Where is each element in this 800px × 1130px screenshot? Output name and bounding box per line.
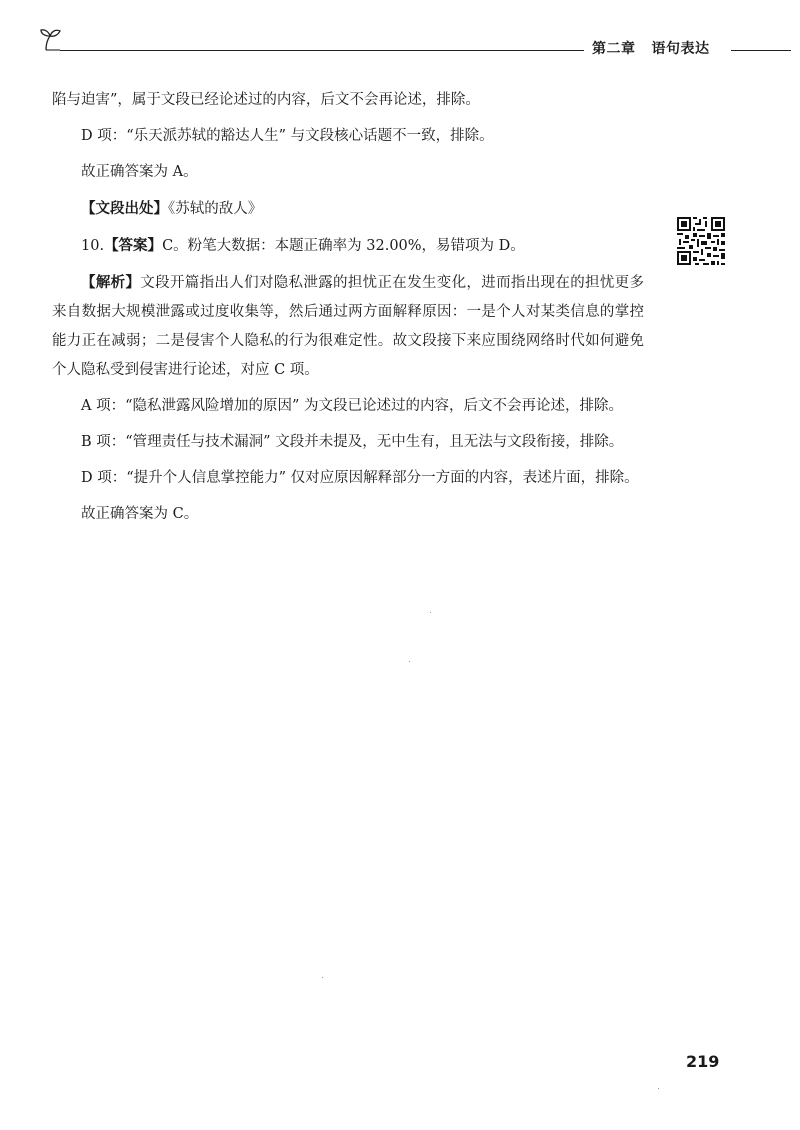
answer-text: C。粉笔大数据：本题正确率为 32.00%，易错项为 D。: [162, 238, 525, 254]
chapter-number: 第二章: [592, 41, 636, 57]
paragraph-1: 陷与迫害”，属于文段已经论述过的内容，后文不会再论述，排除。: [52, 92, 480, 108]
chapter-title: [592, 38, 710, 58]
question-number: 10.: [81, 238, 105, 254]
paragraph-answer: [52, 231, 644, 261]
paragraph-option-a: A 项：“隐私泄露风险增加的原因” 为文段已论述过的内容，后文不会再论述，排除。: [81, 398, 624, 414]
source-label: 【文段出处】: [81, 200, 168, 217]
scan-speck: [322, 977, 323, 978]
scan-speck: [658, 1088, 659, 1089]
page-header: [0, 0, 800, 70]
page-body: [52, 86, 644, 529]
qr-code-icon[interactable]: [675, 215, 727, 267]
page-number: 219: [686, 1052, 720, 1071]
paragraph-option-d: D 项：“提升个人信息掌控能力” 仅对应原因解释部分一方面的内容，表述片面，排除。: [81, 470, 639, 486]
section-title: 语句表达: [651, 41, 710, 57]
paragraph-2: D 项：“乐天派苏轼的豁达人生” 与文段核心话题不一致，排除。: [81, 128, 494, 144]
answer-label: 【答案】: [104, 237, 163, 254]
paragraph-analysis: [52, 268, 644, 385]
paragraph-conclusion: 故正确答案为 C。: [81, 506, 199, 522]
scan-speck: [409, 661, 410, 662]
paragraph-3: 故正确答案为 A。: [81, 164, 198, 180]
scan-speck: [430, 612, 431, 613]
paragraph-source: [52, 194, 644, 224]
header-rule-left: [60, 50, 584, 51]
analysis-text: 文段开篇指出人们对隐私泄露的担忧正在发生变化，进而指出现在的担忧更多来自数据大规模泄露或过度收集等，然后通过两方面解释原因：一是个人对某类信息的掌控能力正在减弱；二是侵害个人隐私的行为很难定性。故文段接下来应围绕网络时代如何避免个人隐私受到侵害进行论述，对应 C 项。: [52, 275, 644, 378]
header-rule-right: [731, 50, 791, 51]
paragraph-option-b: B 项：“管理责任与技术漏洞” 文段并未提及，无中生有，且无法与文段衔接，排除。: [81, 434, 624, 450]
analysis-label: 【解析】: [81, 274, 141, 291]
source-text: 《苏轼的敌人》: [168, 201, 263, 217]
